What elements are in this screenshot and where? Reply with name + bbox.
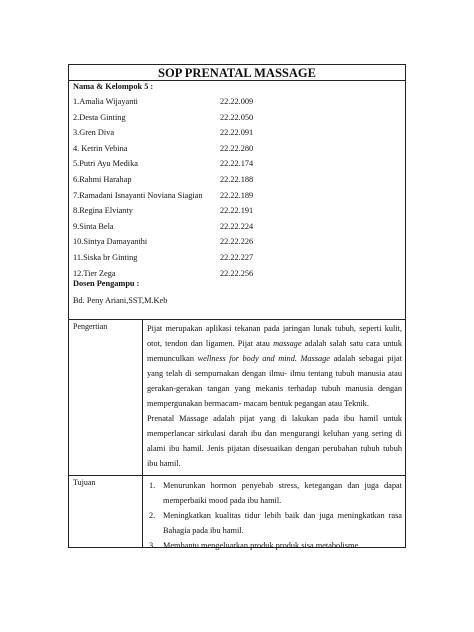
member-name: 9.Sinta Bela [73, 221, 114, 231]
member-row [73, 219, 373, 235]
goal-text: Meningkatkan kualitas tidur lebih baik dan juga meningkatkan rasa Bahagia pada ibu hamil. [163, 511, 402, 535]
member-name: 1.Amalia Wijayanti [73, 97, 138, 106]
goal-item [147, 478, 402, 508]
goal-number: 2. [149, 511, 156, 520]
goal-number: 3. [149, 541, 156, 550]
member-row [73, 188, 373, 204]
member-row [73, 110, 373, 126]
member-id: 22.22.091 [220, 128, 254, 138]
definition-label: Pengertian [73, 322, 108, 331]
lecturer-name: Bd. Peny Ariani,SST,M.Keb [73, 296, 168, 305]
goal-text: Membantu mengeluarkan produk produk sisa metabolisme [163, 541, 359, 550]
definition-italic-term: massage [273, 339, 302, 348]
member-id: 22.22.188 [220, 174, 254, 184]
member-id: 22.22.174 [220, 159, 254, 169]
member-row [73, 250, 373, 266]
member-id: 22.22.227 [220, 252, 254, 262]
member-id: 22.22.189 [220, 190, 254, 200]
definition-text [147, 321, 402, 471]
goal-item [147, 538, 402, 553]
document-title: SOP PRENATAL MASSAGE [69, 65, 405, 81]
member-name: 5.Putri Ayu Medika [73, 159, 138, 169]
member-id: 22.22.009 [220, 97, 254, 106]
member-list [73, 94, 373, 281]
member-name: 8.Regina Elvianty [73, 206, 133, 216]
member-row [73, 94, 373, 110]
member-name: 3.Gren Diva [73, 128, 115, 138]
goal-text: Menurunkan hormon penyebab stress, ketegangan dan juga dapat memperbaiki mood pada ibu hamil. [163, 481, 402, 505]
member-id: 22.22.050 [220, 112, 254, 122]
sop-table [68, 64, 406, 548]
member-row [73, 156, 373, 172]
member-name: 10.Sintya Damayanthi [73, 237, 148, 247]
member-row [73, 203, 373, 219]
member-name: 2.Desta Ginting [73, 112, 126, 122]
definition-text-segment: adalah sebagai pijat yang telah di sempurnakan dengan ilmu- ilmu tentang tubuh manusia atau gerakan-gerakan tangan yang mekanis terhadap tubuh manusia dengan mempergunakan bermacam- macam bentuk pegangan atau Teknik. [147, 354, 402, 408]
member-name: 7.Ramadani Isnayanti Noviana Siagian [73, 190, 203, 200]
member-id: 22.22.191 [220, 206, 254, 216]
table-divider [69, 475, 405, 476]
member-id: 22.22.256 [220, 268, 254, 278]
member-id: 22.22.226 [220, 237, 254, 247]
goals-label: Tujuan [73, 478, 96, 487]
definition-text-segment: Pijat merupakan aplikasi tekanan pada jaringan lunak tubuh, seperti kulit, otot, tendon dan ligamen. Pijat atau [147, 324, 402, 348]
member-id: 22.22.224 [220, 221, 254, 231]
member-id: 22.22.280 [220, 143, 254, 153]
member-name: 6.Rahmi Harahap [73, 174, 132, 184]
member-name: 11.Siska br Ginting [73, 252, 138, 262]
member-name: 12.Tier Zega [73, 268, 116, 278]
member-row [73, 172, 373, 188]
member-row [73, 234, 373, 250]
table-divider [69, 319, 405, 320]
member-row [73, 141, 373, 157]
definition-italic-term: wellness for body and mind. [197, 354, 297, 363]
goals-list [147, 478, 402, 553]
member-name: 4. Ketrin Vebina [73, 143, 128, 153]
definition-italic-term: Massage [296, 354, 330, 363]
definition-paragraph-1 [147, 321, 402, 411]
goal-number: 1. [149, 481, 156, 490]
group-heading: Nama & Kelompok 5 : [73, 82, 154, 91]
definition-text-segment: adalah salah satu cara untuk memunculkan [147, 339, 402, 363]
column-divider [142, 319, 143, 547]
lecturer-heading: Dosen Pengampu : [73, 279, 140, 288]
goal-item [147, 508, 402, 538]
definition-paragraph-2: Prenatal Massage adalah pijat yang di lakukan pada ibu hamil untuk memperlancar sirkulasi darah ibu dan mengurangi keluhan yang sering di alami ibu hamil. Jenis pijatan disesuaikan dengan perubahan tubuh tubuh ibu hamil. [147, 414, 402, 468]
member-row [73, 125, 373, 141]
